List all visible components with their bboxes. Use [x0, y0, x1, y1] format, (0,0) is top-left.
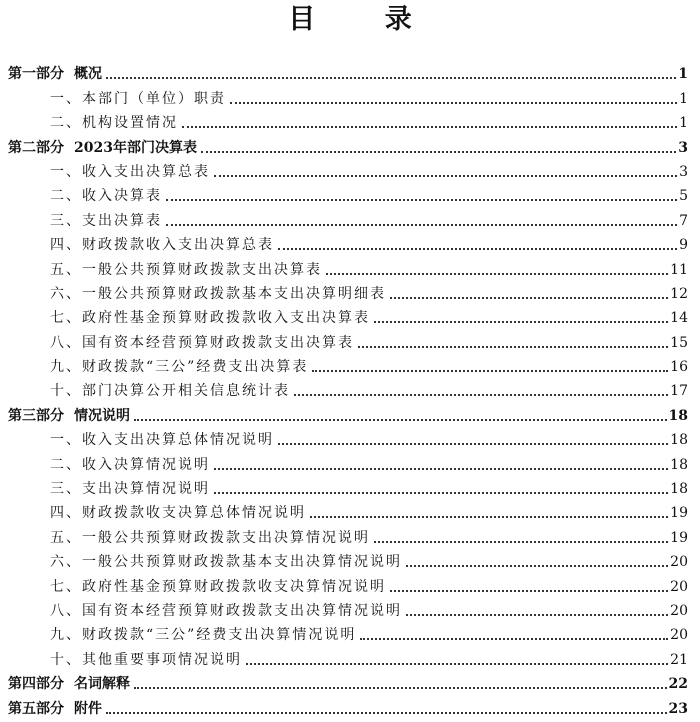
toc-page-number: 16 — [670, 359, 688, 376]
toc-page-number: 21 — [670, 651, 688, 668]
toc-entry[interactable] — [0, 473, 700, 497]
dot-leader — [390, 297, 668, 299]
toc-entry-label: 二、机构设置情况 — [50, 115, 178, 132]
page-title: 目 录 — [288, 4, 442, 35]
toc-page-number: 20 — [670, 627, 688, 644]
toc-entry-label: 二、收入决算情况说明 — [50, 456, 210, 473]
toc-entry-label — [8, 701, 104, 717]
toc-page-number: 3 — [678, 139, 688, 156]
toc-page-number: 15 — [670, 334, 688, 351]
toc-entry[interactable] — [0, 302, 700, 326]
toc-page-number: 1 — [678, 66, 688, 83]
toc-page-number: 1 — [679, 115, 688, 132]
toc-entry-label — [8, 66, 104, 82]
toc-part-title: 情况说明 — [74, 407, 130, 424]
dot-leader — [294, 394, 668, 396]
dot-leader — [326, 273, 668, 275]
toc-entry[interactable] — [0, 619, 700, 643]
toc-page-number: 17 — [670, 383, 688, 400]
toc-entry[interactable] — [0, 375, 700, 399]
toc-part-title: 附件 — [74, 700, 102, 717]
toc-entry-label — [8, 408, 132, 424]
toc-page-number: 3 — [679, 163, 688, 180]
toc-entry[interactable] — [0, 570, 700, 594]
toc-entry-label: 一、本部门（单位）职责 — [50, 90, 226, 107]
toc-part-entry[interactable] — [0, 58, 700, 82]
toc-page-number: 18 — [670, 432, 688, 449]
toc-entry-label: 三、支出决算表 — [50, 212, 162, 229]
dot-leader — [360, 638, 668, 640]
toc-entry[interactable] — [0, 107, 700, 131]
toc-part-title: 概况 — [74, 66, 102, 83]
toc-part-number: 第四部分 — [8, 676, 64, 693]
toc-part-title: 2023年部门决算表 — [74, 139, 197, 156]
dot-leader — [134, 419, 667, 421]
toc-entry-label: 三、支出决算情况说明 — [50, 481, 210, 498]
toc-entry-label: 一、收入支出决算总表 — [50, 163, 210, 180]
toc-entry-label — [8, 140, 199, 156]
toc-entry-label: 八、国有资本经营预算财政拨款支出决算表 — [50, 334, 354, 351]
toc-page-number: 18 — [670, 456, 688, 473]
toc-part-title: 名词解释 — [74, 676, 130, 693]
toc-entry[interactable] — [0, 595, 700, 619]
toc-entry[interactable] — [0, 424, 700, 448]
dot-leader — [406, 565, 668, 567]
dot-leader — [182, 126, 677, 128]
toc-page-number: 19 — [670, 529, 688, 546]
toc-part-entry[interactable] — [0, 399, 700, 423]
dot-leader — [278, 443, 668, 445]
toc-part-entry[interactable] — [0, 668, 700, 692]
toc-entry[interactable] — [0, 497, 700, 521]
toc-entry[interactable] — [0, 326, 700, 350]
toc-entry-label — [8, 676, 132, 692]
toc-entry-label: 五、一般公共预算财政拨款支出决算表 — [50, 261, 322, 278]
toc-entry-label: 九、财政拨款“三公”经费支出决算情况说明 — [50, 627, 357, 644]
dot-leader — [214, 468, 668, 470]
toc-entry-label: 七、政府性基金预算财政拨款收支决算情况说明 — [50, 578, 386, 595]
dot-leader — [214, 175, 677, 177]
toc-entry-label: 六、一般公共预算财政拨款基本支出决算情况说明 — [50, 554, 402, 571]
toc-entry[interactable] — [0, 229, 700, 253]
toc-entry-label: 四、财政拨款收支决算总体情况说明 — [50, 505, 306, 522]
dot-leader — [134, 687, 667, 689]
toc-page-number: 19 — [670, 505, 688, 522]
toc-part-number: 第一部分 — [8, 66, 64, 83]
toc-part-number: 第五部分 — [8, 700, 64, 717]
toc-entry-label: 十、部门决算公开相关信息统计表 — [50, 383, 290, 400]
toc-page-number: 20 — [670, 602, 688, 619]
toc-entry-label: 一、收入支出决算总体情况说明 — [50, 432, 274, 449]
toc-entry[interactable] — [0, 521, 700, 545]
toc-page-number: 7 — [679, 212, 688, 229]
toc-entry[interactable] — [0, 204, 700, 228]
toc-entry-label: 四、财政拨款收入支出决算总表 — [50, 237, 274, 254]
toc-page-number: 5 — [679, 188, 688, 205]
toc-page-number: 18 — [668, 407, 688, 424]
dot-leader — [406, 614, 668, 616]
dot-leader — [374, 541, 668, 543]
toc-entry[interactable] — [0, 546, 700, 570]
dot-leader — [106, 77, 676, 79]
toc-entry-label: 六、一般公共预算财政拨款基本支出决算明细表 — [50, 285, 386, 302]
toc-page-number: 12 — [670, 285, 688, 302]
dot-leader — [390, 590, 668, 592]
toc-part-number: 第二部分 — [8, 139, 64, 156]
toc-page-number: 23 — [668, 700, 688, 717]
dot-leader — [106, 712, 667, 714]
table-of-contents — [0, 58, 700, 717]
toc-entry[interactable] — [0, 82, 700, 106]
toc-page-number: 18 — [670, 481, 688, 498]
toc-entry-label: 八、国有资本经营预算财政拨款支出决算情况说明 — [50, 602, 402, 619]
toc-entry-label: 五、一般公共预算财政拨款支出决算情况说明 — [50, 529, 370, 546]
dot-leader — [310, 516, 668, 518]
toc-entry[interactable] — [0, 253, 700, 277]
toc-entry-label: 二、收入决算表 — [50, 188, 162, 205]
toc-part-number: 第三部分 — [8, 407, 64, 424]
dot-leader — [230, 102, 677, 104]
toc-page-number: 9 — [679, 237, 688, 254]
toc-page-number: 1 — [679, 90, 688, 107]
toc-entry[interactable] — [0, 351, 700, 375]
dot-leader — [201, 151, 676, 153]
toc-page-number: 14 — [670, 310, 688, 327]
toc-entry[interactable] — [0, 448, 700, 472]
toc-entry-label: 七、政府性基金预算财政拨款收入支出决算表 — [50, 310, 370, 327]
toc-entry[interactable] — [0, 643, 700, 667]
dot-leader — [246, 663, 668, 665]
dot-leader — [374, 321, 668, 323]
dot-leader — [358, 346, 668, 348]
dot-leader — [312, 370, 668, 372]
toc-page-number: 20 — [670, 578, 688, 595]
toc-entry[interactable] — [0, 180, 700, 204]
toc-page-number: 20 — [670, 554, 688, 571]
dot-leader — [278, 248, 677, 250]
toc-page-number: 22 — [668, 676, 688, 693]
toc-entry[interactable] — [0, 156, 700, 180]
toc-entry-label: 九、财政拨款“三公”经费支出决算表 — [50, 359, 309, 376]
toc-part-entry[interactable] — [0, 131, 700, 155]
toc-part-entry[interactable] — [0, 692, 700, 716]
toc-entry-label: 十、其他重要事项情况说明 — [50, 651, 242, 668]
toc-entry[interactable] — [0, 278, 700, 302]
dot-leader — [166, 199, 677, 201]
dot-leader — [214, 492, 668, 494]
toc-page-number: 11 — [670, 261, 688, 278]
dot-leader — [166, 224, 677, 226]
